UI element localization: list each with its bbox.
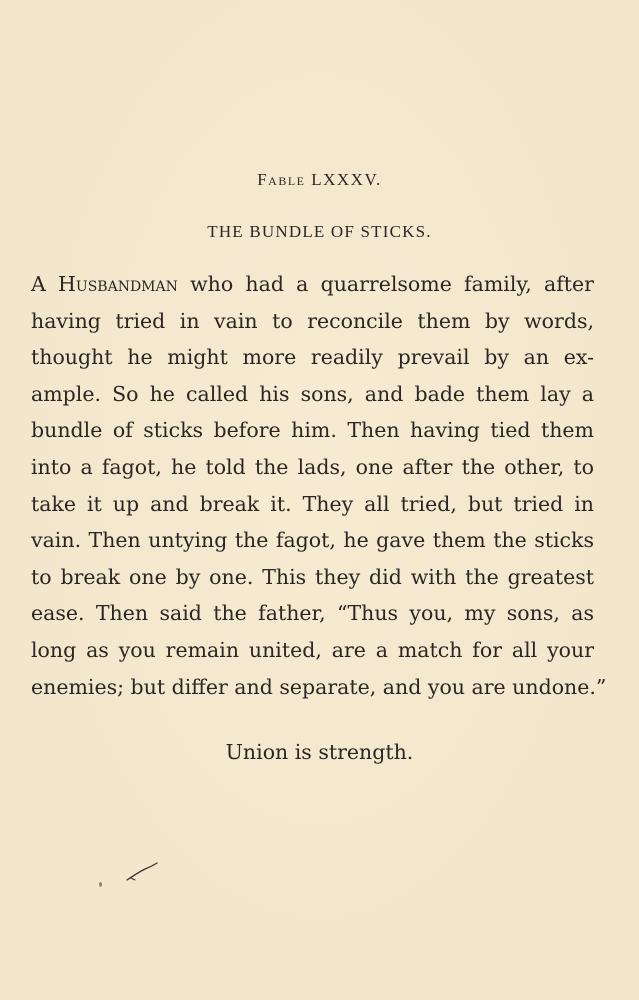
body-first-word: A [31, 272, 46, 296]
body-line: to break one by one. This they did with the greatest [31, 564, 594, 589]
fable-body [31, 266, 607, 705]
body-line [31, 266, 594, 303]
body-line: take it up and break it. They all tried, but tried in [31, 491, 594, 516]
pen-mark [125, 862, 159, 884]
fable-number: Fable LXXXV. [257, 170, 382, 189]
body-line: ample. So he called his sons, and bade them lay a [31, 381, 594, 406]
body-line: long as you remain united, are a match for all your [31, 637, 594, 662]
body-line: vain. Then untying the fagot, he gave them the sticks [31, 528, 594, 553]
body-line-text: who had a quarrelsome family, after [190, 272, 594, 296]
body-line: bundle of sticks before him. Then having tied them [31, 418, 594, 443]
body-line: into a fagot, he told the lads, one after the other, to [31, 454, 594, 479]
body-line: thought he might more readily prevail by an ex- [31, 345, 594, 370]
fable-title: THE BUNDLE OF STICKS. [207, 222, 432, 241]
body-line: ease. Then said the father, “Thus you, my sons, as [31, 601, 594, 626]
body-small-caps-word: Husbandman [58, 272, 178, 296]
body-line: having tried in vain to reconcile them by words, [31, 308, 594, 333]
ink-speck [99, 882, 102, 887]
body-line: enemies; but differ and separate, and you are undone.” [31, 674, 607, 699]
fable-moral: Union is strength. [225, 740, 414, 764]
